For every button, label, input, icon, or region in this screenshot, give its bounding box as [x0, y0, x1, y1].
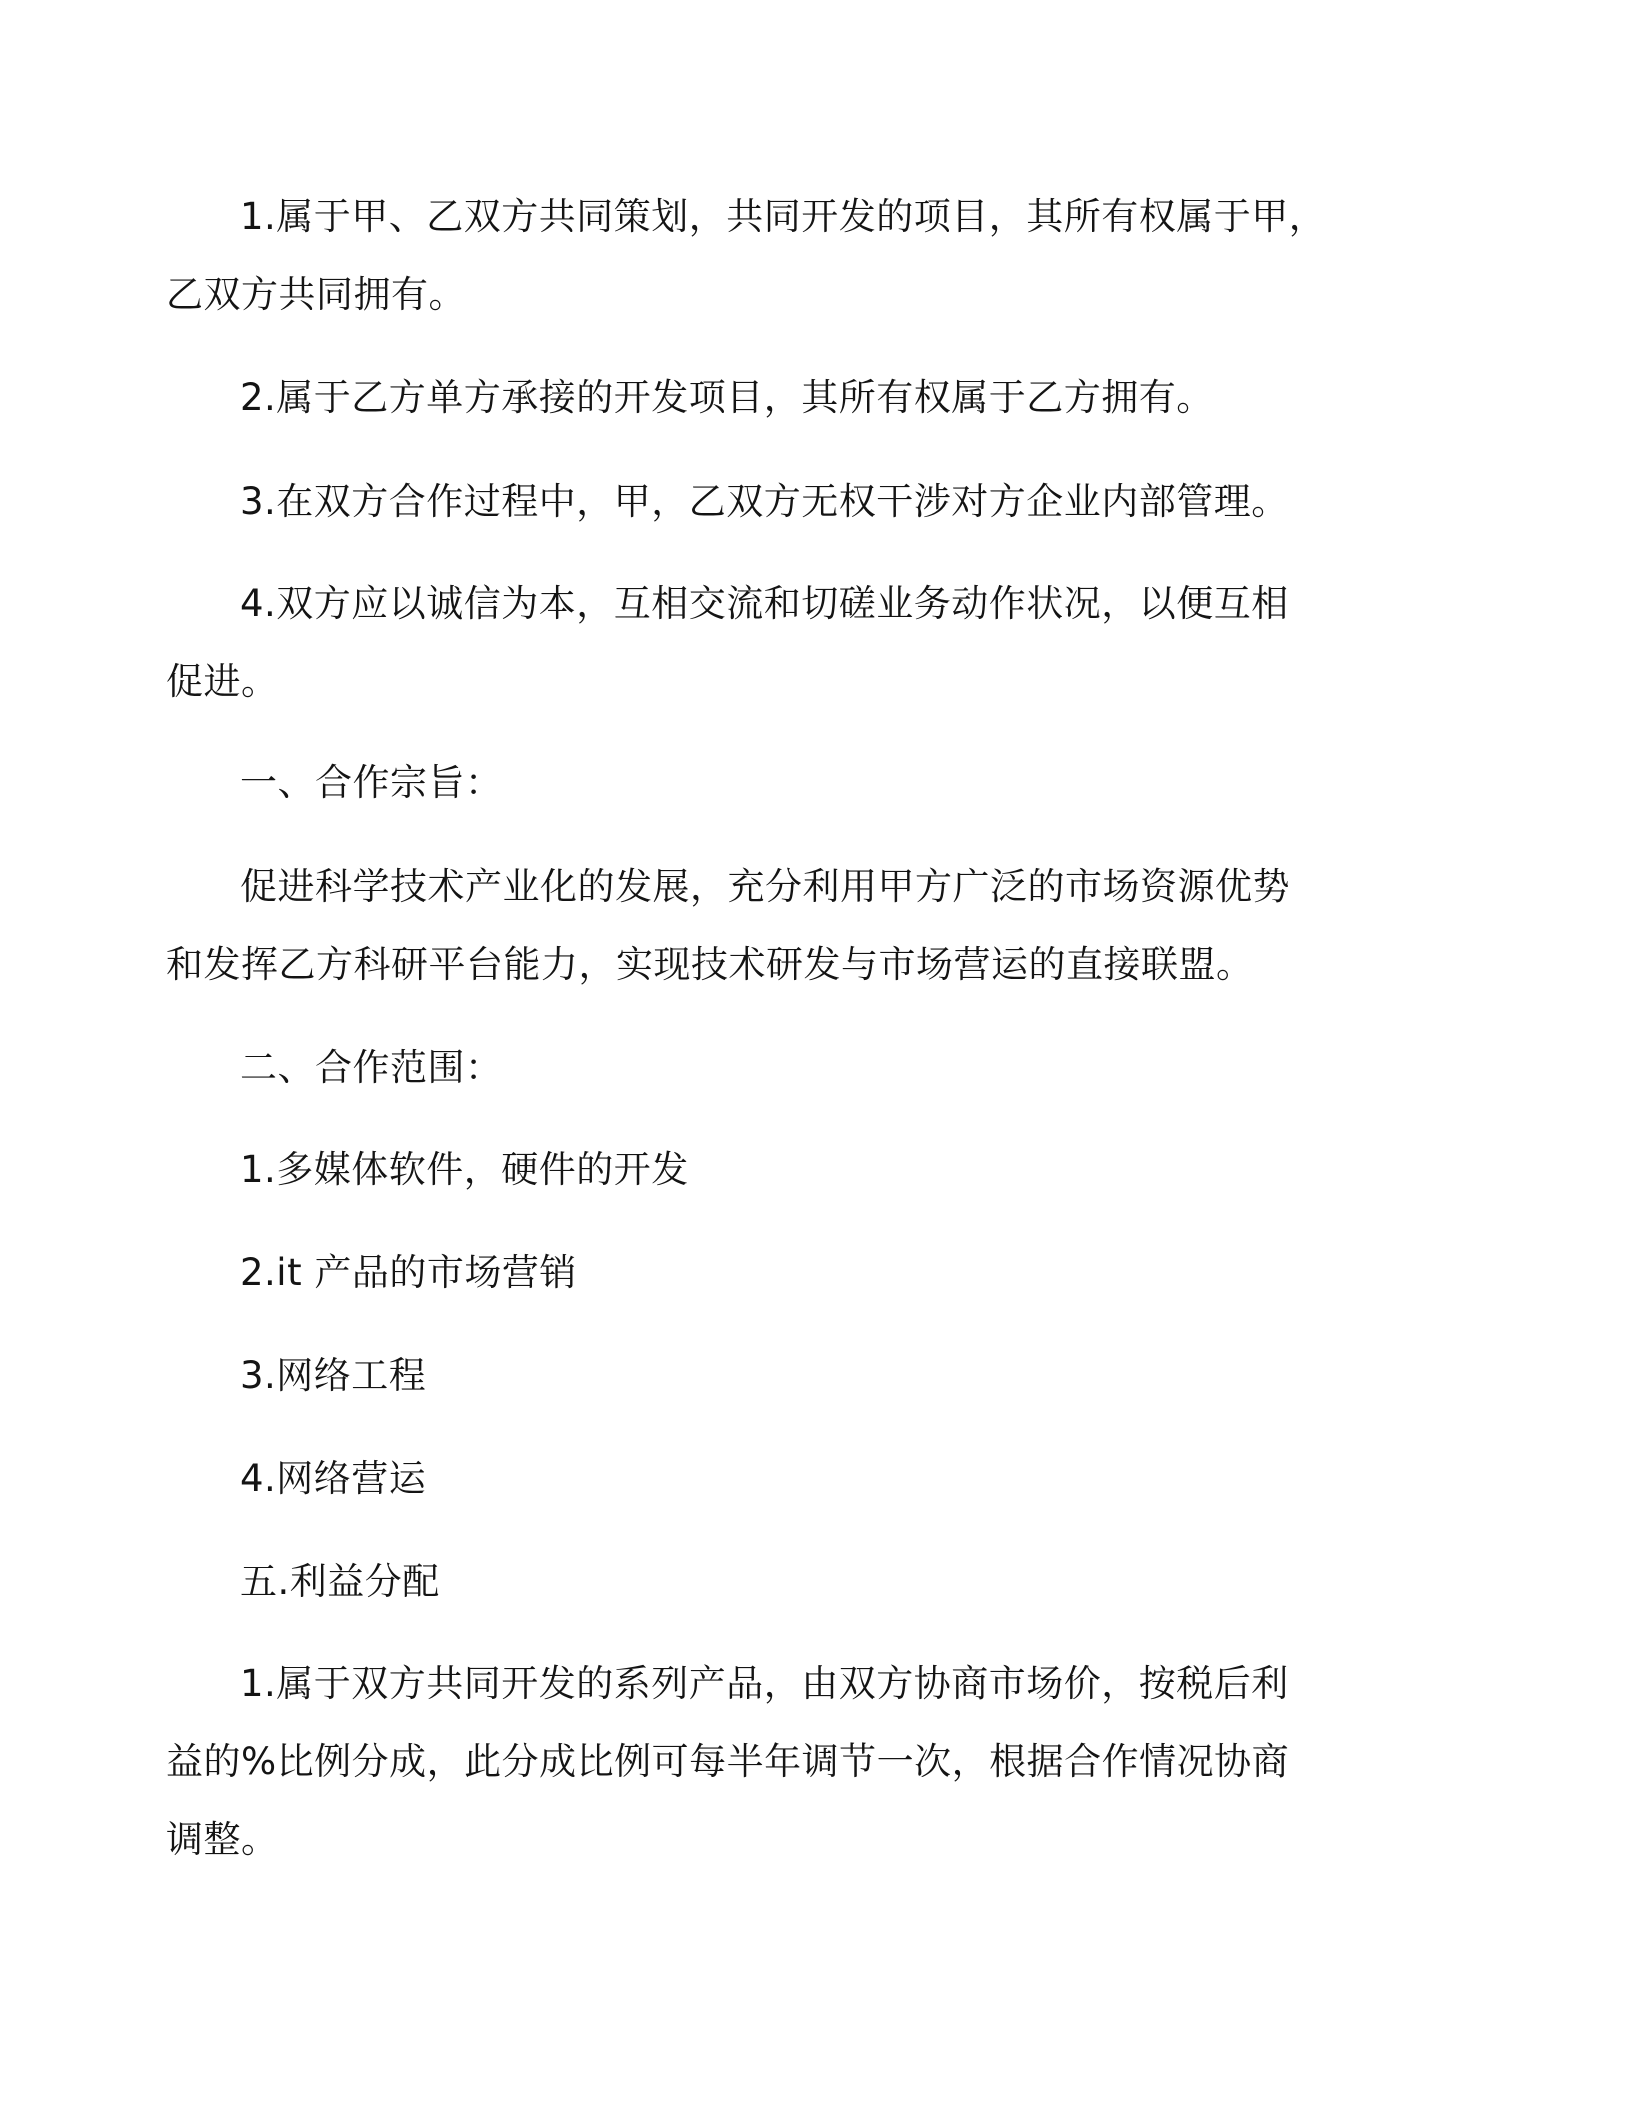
text-line: 调整。 — [166, 1818, 279, 1861]
list-item-multimedia — [240, 1131, 1370, 1209]
heading-profit-distribution — [240, 1543, 1370, 1621]
text-line: 1.属于双方共同开发的系列产品，由双方协商市场价，按税后利 — [240, 1662, 1289, 1705]
text-line: 乙双方共同拥有。 — [166, 273, 466, 316]
text-line: 3.在双方合作过程中，甲，乙双方无权干涉对方企业内部管理。 — [240, 480, 1289, 523]
paragraph-ownership-single — [240, 359, 1370, 437]
paragraph-ownership-joint — [166, 178, 1370, 334]
list-item-network-operation — [240, 1440, 1370, 1518]
text-line: 1.属于甲、乙双方共同策划，共同开发的项目，其所有权属于甲， — [240, 195, 1327, 238]
paragraph-integrity — [166, 565, 1370, 721]
text-line: 4.网络营运 — [240, 1457, 427, 1500]
paragraph-purpose-body — [166, 848, 1370, 1004]
text-line: 和发挥乙方科研平台能力，实现技术研发与市场营运的直接联盟。 — [166, 943, 1254, 986]
text-line: 五.利益分配 — [240, 1560, 440, 1603]
text-line: 1.多媒体软件，硬件的开发 — [240, 1148, 689, 1191]
text-line: 2.it 产品的市场营销 — [240, 1251, 577, 1294]
text-line: 4.双方应以诚信为本，互相交流和切磋业务动作状况，以便互相 — [240, 582, 1289, 625]
text-line: 促进。 — [166, 660, 279, 703]
list-item-network-engineering — [240, 1337, 1370, 1415]
text-line: 益的%比例分成，此分成比例可每半年调节一次，根据合作情况协商 — [166, 1740, 1290, 1783]
heading-cooperation-scope — [240, 1029, 1370, 1107]
heading-cooperation-purpose — [240, 744, 1370, 822]
text-line: 3.网络工程 — [240, 1354, 427, 1397]
paragraph-no-interference — [240, 463, 1370, 541]
text-line: 二、合作范围： — [240, 1046, 503, 1089]
list-item-it-marketing — [240, 1234, 1370, 1312]
text-line: 2.属于乙方单方承接的开发项目，其所有权属于乙方拥有。 — [240, 376, 1214, 419]
text-line: 一、合作宗旨： — [240, 761, 503, 804]
text-line: 促进科学技术产业化的发展，充分利用甲方广泛的市场资源优势 — [240, 865, 1290, 908]
paragraph-profit-body — [166, 1645, 1370, 1879]
